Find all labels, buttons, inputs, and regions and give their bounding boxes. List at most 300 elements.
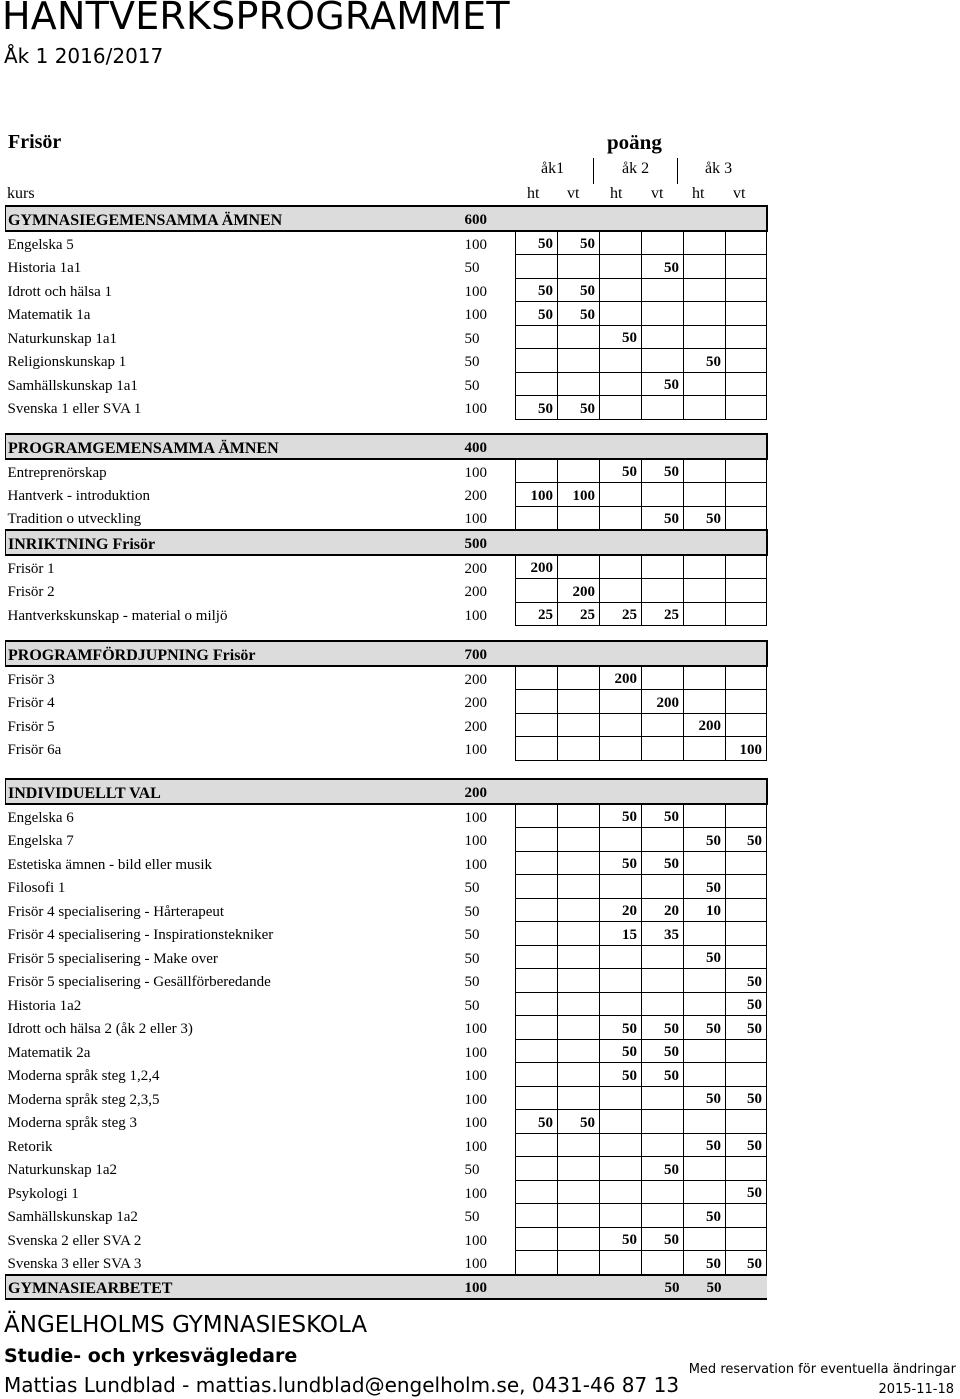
term-points-cell — [558, 804, 600, 828]
course-row — [6, 922, 767, 946]
course-row — [6, 1063, 767, 1087]
term-points-cell: 50 — [684, 945, 726, 969]
term-points-cell — [558, 1157, 600, 1181]
page-title: HANTVERKSPROGRAMMET — [2, 0, 510, 38]
term-points-cell: 50 — [726, 969, 767, 993]
term-points-cell — [684, 302, 726, 326]
term-points-cell: 50 — [600, 1016, 642, 1040]
term-points-cell — [642, 1086, 684, 1110]
course-points: 100 — [464, 283, 487, 300]
term-points-cell — [558, 1180, 600, 1204]
course-name: Hantverkskunskap - material o miljö — [7, 607, 228, 624]
term-points-cell — [726, 1275, 767, 1300]
course-row — [6, 372, 767, 396]
term-points-cell — [642, 396, 684, 420]
term-points-cell — [726, 302, 767, 326]
term-points-cell — [684, 690, 726, 714]
term-points-cell — [726, 278, 767, 302]
term-points-cell — [600, 945, 642, 969]
term-points-cell — [516, 969, 558, 993]
term-points-cell: 50 — [600, 325, 642, 349]
course-row — [6, 1157, 767, 1181]
term-points-cell — [684, 992, 726, 1016]
term-points-cell — [642, 945, 684, 969]
term-points-cell — [600, 1275, 642, 1300]
term-points-cell: 50 — [600, 1227, 642, 1251]
term-points-cell: 50 — [600, 1039, 642, 1063]
term-points-cell — [558, 1251, 600, 1275]
term-points-cell — [684, 602, 726, 626]
term-points-cell — [558, 898, 600, 922]
term-points-cell — [516, 349, 558, 373]
term-points-cell: 25 — [642, 602, 684, 626]
term-points-cell — [684, 851, 726, 875]
course-name: Entreprenörskap — [7, 464, 107, 481]
term-points-cell — [558, 506, 600, 530]
term-points-cell — [558, 1063, 600, 1087]
term-points-cell — [684, 231, 726, 255]
term-header: ht — [610, 185, 623, 202]
course-name: Hantverk - introduktion — [7, 488, 150, 504]
course-points: 100 — [464, 809, 487, 826]
course-points: 50 — [464, 260, 480, 276]
course-points: 50 — [464, 377, 480, 394]
course-row — [6, 349, 767, 373]
section-header-fill — [516, 779, 767, 804]
term-points-cell: 50 — [642, 851, 684, 875]
term-points-cell: 50 — [684, 1275, 726, 1300]
term-points-cell — [516, 851, 558, 875]
course-row — [6, 945, 767, 969]
term-points-cell — [642, 828, 684, 852]
section-header-row — [6, 434, 767, 459]
course-row — [6, 396, 767, 420]
term-points-cell — [642, 666, 684, 690]
term-points-cell: 50 — [642, 1039, 684, 1063]
term-points-cell — [600, 1086, 642, 1110]
course-row — [6, 713, 767, 737]
course-row — [6, 804, 767, 828]
term-points-cell — [726, 1063, 767, 1087]
course-points: 100 — [464, 1068, 487, 1084]
course-points: 50 — [464, 903, 480, 920]
term-points-cell — [516, 1275, 558, 1300]
term-header: ht — [692, 185, 705, 202]
course-name: Frisör 5 — [7, 718, 55, 735]
term-points-cell — [684, 255, 726, 279]
term-points-cell — [516, 737, 558, 761]
term-points-cell — [726, 349, 767, 373]
course-name: Samhällskunskap 1a2 — [7, 1209, 138, 1225]
course-name: Frisör 6a — [7, 742, 62, 758]
course-points: 100 — [464, 1091, 487, 1108]
term-points-cell — [726, 506, 767, 530]
course-name: Frisör 3 — [7, 671, 55, 688]
term-points-cell — [600, 506, 642, 530]
term-points-cell: 50 — [558, 278, 600, 302]
term-points-cell — [684, 737, 726, 761]
term-points-cell: 50 — [600, 851, 642, 875]
term-points-cell — [516, 690, 558, 714]
term-points-cell: 50 — [600, 804, 642, 828]
term-points-cell: 50 — [642, 1016, 684, 1040]
term-points-cell — [726, 851, 767, 875]
term-points-cell: 20 — [600, 898, 642, 922]
term-points-cell: 15 — [600, 922, 642, 946]
program-name: Frisör — [8, 131, 62, 153]
term-points-cell — [684, 396, 726, 420]
term-points-cell — [558, 459, 600, 483]
term-points-cell — [726, 666, 767, 690]
course-row — [6, 302, 767, 326]
course-name: Naturkunskap 1a2 — [7, 1162, 118, 1178]
term-points-cell — [600, 231, 642, 255]
course-name: Engelska 7 — [7, 833, 74, 849]
section-header-row — [6, 530, 767, 555]
term-points-cell — [684, 459, 726, 483]
section-points: 700 — [436, 641, 516, 666]
term-points-cell — [558, 969, 600, 993]
course-points: 50 — [464, 1162, 480, 1178]
term-points-cell — [558, 1227, 600, 1251]
term-points-cell: 50 — [684, 1133, 726, 1157]
term-points-cell — [558, 713, 600, 737]
course-points: 100 — [464, 833, 487, 849]
course-points: 100 — [464, 401, 487, 417]
course-row — [6, 1180, 767, 1204]
term-points-cell: 50 — [642, 372, 684, 396]
term-points-cell — [684, 325, 726, 349]
course-name: Frisör 5 specialisering - Make over — [7, 950, 218, 967]
course-name: Psykologi 1 — [7, 1185, 79, 1202]
term-points-cell — [558, 690, 600, 714]
course-name: Idrott och hälsa 2 (åk 2 eller 3) — [7, 1021, 193, 1037]
term-points-cell: 50 — [642, 804, 684, 828]
term-points-cell — [600, 1204, 642, 1228]
term-points-cell: 50 — [558, 1110, 600, 1134]
term-points-cell — [600, 713, 642, 737]
course-points: 200 — [464, 671, 487, 688]
course-row — [6, 828, 767, 852]
term-points-cell — [600, 875, 642, 899]
term-points-cell — [600, 278, 642, 302]
course-name: Frisör 4 — [7, 695, 55, 711]
schedule-table — [5, 778, 768, 1300]
term-header: vt — [567, 185, 580, 202]
term-points-cell: 50 — [726, 1016, 767, 1040]
term-points-cell — [684, 804, 726, 828]
term-points-cell — [600, 969, 642, 993]
course-points: 200 — [464, 488, 487, 504]
schedule-table — [5, 433, 768, 626]
term-points-cell: 25 — [516, 602, 558, 626]
term-points-cell: 50 — [642, 1275, 684, 1300]
term-points-cell: 50 — [600, 459, 642, 483]
term-points-cell — [642, 1251, 684, 1275]
course-points: 200 — [464, 584, 487, 600]
term-points-cell — [600, 1180, 642, 1204]
term-points-cell — [558, 1086, 600, 1110]
term-points-cell — [516, 804, 558, 828]
term-points-cell: 50 — [684, 1251, 726, 1275]
term-points-cell — [642, 1180, 684, 1204]
course-name: Retorik — [7, 1138, 53, 1155]
course-name: Frisör 4 specialisering - Inspirationstekniker — [7, 927, 274, 943]
term-points-cell — [516, 1204, 558, 1228]
course-row — [6, 602, 767, 626]
final-row-points: 100 — [436, 1275, 516, 1300]
course-name: Samhällskunskap 1a1 — [7, 377, 138, 394]
course-row — [6, 325, 767, 349]
term-points-cell — [516, 1133, 558, 1157]
term-points-cell — [726, 459, 767, 483]
term-points-cell — [726, 255, 767, 279]
term-points-cell: 50 — [642, 1227, 684, 1251]
course-points: 100 — [464, 1255, 487, 1272]
course-name: Naturkunskap 1a1 — [7, 330, 118, 347]
term-points-cell: 50 — [558, 302, 600, 326]
course-points: 100 — [464, 1021, 487, 1037]
term-points-cell — [558, 1016, 600, 1040]
final-row-name: GYMNASIEARBETET — [6, 1275, 436, 1300]
course-points: 100 — [464, 464, 487, 481]
term-points-cell — [726, 804, 767, 828]
term-points-cell — [600, 737, 642, 761]
course-name: Matematik 2a — [7, 1044, 91, 1061]
term-points-cell: 50 — [642, 255, 684, 279]
course-name: Moderna språk steg 1,2,4 — [7, 1068, 160, 1084]
term-points-cell — [558, 828, 600, 852]
term-points-cell — [558, 1275, 600, 1300]
section-points: 400 — [436, 434, 516, 459]
course-points: 50 — [464, 354, 480, 370]
section-title: PROGRAMGEMENSAMMA ÄMNEN — [6, 434, 436, 459]
term-points-cell — [726, 555, 767, 579]
term-points-cell — [726, 231, 767, 255]
term-points-cell — [684, 922, 726, 946]
term-points-cell — [516, 992, 558, 1016]
course-name: Engelska 6 — [7, 809, 74, 826]
term-points-cell — [600, 579, 642, 603]
term-points-cell: 50 — [642, 1157, 684, 1181]
term-points-cell — [684, 278, 726, 302]
term-points-cell — [558, 349, 600, 373]
term-points-cell: 50 — [642, 459, 684, 483]
term-points-cell — [516, 1039, 558, 1063]
term-points-cell — [642, 1110, 684, 1134]
term-points-cell — [558, 1039, 600, 1063]
course-points: 100 — [464, 1185, 487, 1202]
term-points-cell — [684, 969, 726, 993]
course-name: Svenska 2 eller SVA 2 — [7, 1232, 142, 1249]
course-row — [6, 1133, 767, 1157]
course-name: Idrott och hälsa 1 — [7, 283, 113, 300]
term-points-cell: 200 — [516, 555, 558, 579]
term-points-cell — [600, 396, 642, 420]
course-points: 100 — [464, 236, 487, 253]
course-name: Frisör 2 — [7, 584, 55, 600]
course-points: 100 — [464, 1232, 487, 1249]
section-header-fill — [516, 206, 767, 231]
course-row — [6, 737, 767, 761]
contact-details: Mattias Lundblad - mattias.lundblad@engelholm.se, 0431-46 87 13 — [4, 1373, 680, 1397]
term-points-cell — [558, 372, 600, 396]
term-points-cell — [684, 1180, 726, 1204]
term-points-cell: 50 — [516, 302, 558, 326]
term-points-cell — [600, 1251, 642, 1275]
course-name: Svenska 1 eller SVA 1 — [7, 401, 142, 417]
term-points-cell: 100 — [516, 483, 558, 507]
course-row — [6, 851, 767, 875]
course-name: Religionskunskap 1 — [7, 354, 127, 370]
section-header-fill — [516, 434, 767, 459]
course-column-header: kurs — [7, 185, 35, 202]
course-points: 100 — [464, 511, 487, 527]
year-separator — [677, 158, 678, 184]
course-points: 100 — [464, 742, 487, 758]
section-points: 600 — [436, 206, 516, 231]
course-points: 100 — [464, 1115, 487, 1131]
final-row — [6, 1275, 767, 1300]
term-points-cell — [684, 1110, 726, 1134]
term-points-cell: 200 — [558, 579, 600, 603]
term-points-cell: 10 — [684, 898, 726, 922]
course-name: Estetiska ämnen - bild eller musik — [7, 856, 213, 873]
term-points-cell — [600, 1133, 642, 1157]
term-points-cell: 50 — [726, 1180, 767, 1204]
term-points-cell: 50 — [516, 278, 558, 302]
course-points: 50 — [464, 330, 480, 347]
term-points-cell — [726, 1039, 767, 1063]
course-row — [6, 690, 767, 714]
course-row — [6, 666, 767, 690]
term-points-cell — [642, 875, 684, 899]
section-header-fill — [516, 530, 767, 555]
term-points-cell — [726, 372, 767, 396]
term-points-cell — [558, 1204, 600, 1228]
term-points-cell — [642, 483, 684, 507]
course-name: Svenska 3 eller SVA 3 — [7, 1255, 142, 1272]
term-points-cell — [516, 1227, 558, 1251]
course-row — [6, 1227, 767, 1251]
schedule-table — [5, 640, 768, 761]
term-points-cell — [558, 555, 600, 579]
course-name: Tradition o utveckling — [7, 511, 142, 527]
term-points-cell — [600, 302, 642, 326]
course-row — [6, 1086, 767, 1110]
term-points-cell — [516, 1016, 558, 1040]
term-header: ht — [527, 185, 540, 202]
term-points-cell: 35 — [642, 922, 684, 946]
course-points: 50 — [464, 1209, 480, 1225]
term-points-cell — [726, 1227, 767, 1251]
term-points-cell — [516, 1063, 558, 1087]
course-row — [6, 992, 767, 1016]
term-points-cell: 50 — [726, 1086, 767, 1110]
term-points-cell — [726, 875, 767, 899]
term-points-cell — [516, 372, 558, 396]
term-points-cell — [600, 1157, 642, 1181]
term-points-cell — [516, 922, 558, 946]
course-points: 50 — [464, 997, 480, 1014]
course-points: 200 — [464, 695, 487, 711]
section-title: INRIKTNING Frisör — [6, 530, 436, 555]
term-points-cell: 20 — [642, 898, 684, 922]
term-points-cell — [516, 875, 558, 899]
term-points-cell — [558, 851, 600, 875]
term-points-cell — [726, 898, 767, 922]
term-points-cell — [726, 396, 767, 420]
section-header-row — [6, 206, 767, 231]
term-points-cell — [516, 713, 558, 737]
year-label-1: åk1 — [541, 160, 565, 177]
section-points: 500 — [436, 530, 516, 555]
term-points-cell — [684, 372, 726, 396]
term-points-cell: 50 — [684, 1016, 726, 1040]
term-points-cell — [726, 922, 767, 946]
course-name: Frisör 4 specialisering - Hårterapeut — [7, 903, 225, 920]
term-points-cell: 25 — [558, 602, 600, 626]
term-points-cell — [726, 602, 767, 626]
term-points-cell — [600, 828, 642, 852]
course-name: Historia 1a1 — [7, 260, 82, 276]
course-row — [6, 1251, 767, 1275]
disclaimer-note: Med reservation för eventuella ändringar — [688, 1362, 956, 1377]
course-row — [6, 483, 767, 507]
course-row — [6, 278, 767, 302]
term-points-cell: 50 — [726, 1133, 767, 1157]
course-name: Engelska 5 — [7, 236, 74, 253]
course-row — [6, 1204, 767, 1228]
course-row — [6, 459, 767, 483]
term-points-cell — [516, 945, 558, 969]
term-points-cell: 100 — [558, 483, 600, 507]
term-points-cell — [558, 737, 600, 761]
term-points-cell — [516, 1251, 558, 1275]
term-points-cell — [600, 690, 642, 714]
term-points-cell — [558, 945, 600, 969]
term-header: vt — [733, 185, 746, 202]
term-points-cell — [558, 325, 600, 349]
course-points: 50 — [464, 974, 480, 990]
term-points-cell: 50 — [600, 1063, 642, 1087]
course-row — [6, 1039, 767, 1063]
term-points-cell: 100 — [726, 737, 767, 761]
term-points-cell: 50 — [642, 1063, 684, 1087]
term-points-cell — [558, 922, 600, 946]
course-points: 100 — [464, 1044, 487, 1061]
course-points: 100 — [464, 856, 487, 873]
term-points-cell: 50 — [516, 1110, 558, 1134]
term-points-cell — [684, 483, 726, 507]
term-points-cell — [516, 1086, 558, 1110]
term-points-cell — [600, 255, 642, 279]
course-row — [6, 231, 767, 255]
term-points-cell: 200 — [600, 666, 642, 690]
term-points-cell: 25 — [600, 602, 642, 626]
term-points-cell — [642, 737, 684, 761]
term-points-cell — [642, 302, 684, 326]
contact-role: Studie- och yrkesvägledare — [4, 1345, 298, 1367]
course-row — [6, 506, 767, 530]
course-row — [6, 875, 767, 899]
course-points: 50 — [464, 880, 480, 896]
term-points-cell — [726, 483, 767, 507]
course-row — [6, 555, 767, 579]
course-row — [6, 1110, 767, 1134]
term-points-cell — [642, 713, 684, 737]
term-points-cell — [516, 898, 558, 922]
